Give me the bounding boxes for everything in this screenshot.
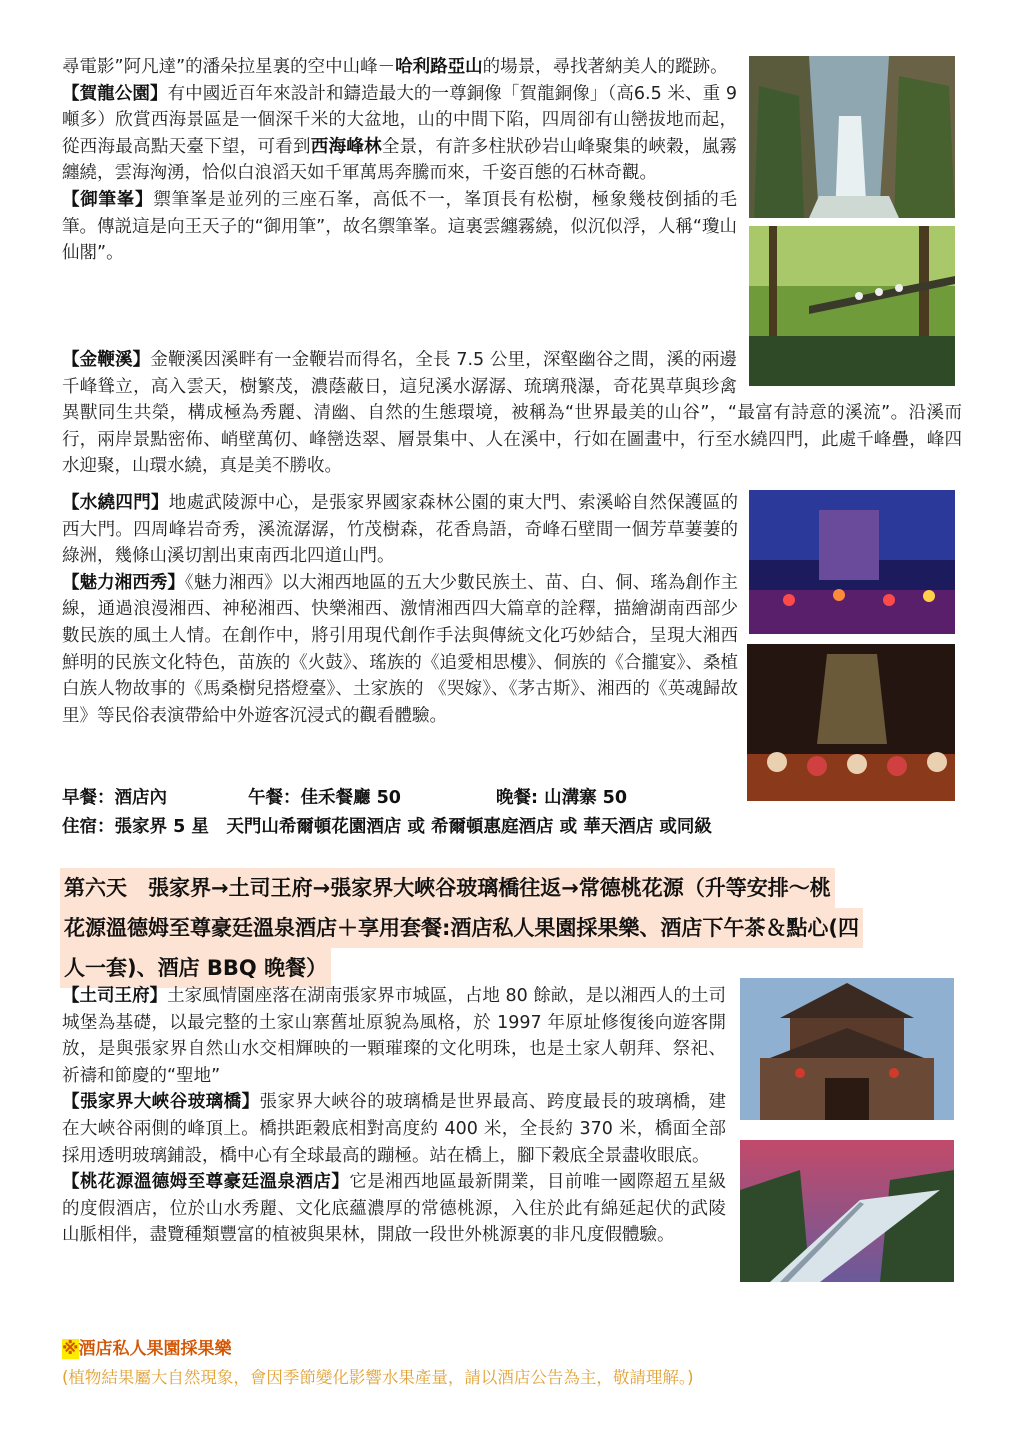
shuirao-paragraph: 【水繞四門】地處武陵源中心，是張家界國家森林公園的東大門、索溪峪自然保護區的西大門。四周峰岩奇秀，溪流潺潺，竹茂樹森，花香鳥語，奇峰石壁間一個芳草萋萋的綠洲，幾條山溪切割出東南西北四道山門。 <box>62 493 739 567</box>
wyndham-heading: 【桃花源溫德姆至尊豪廷溫泉酒店】 <box>62 1172 350 1193</box>
breakfast-line: 早餐：酒店內 <box>62 788 167 808</box>
glass-heading: 【張家界大峽谷玻璃橋】 <box>62 1092 260 1113</box>
lunch-line: 午餐：佳禾餐廳 50 <box>248 788 401 808</box>
jinbian-heading: 【金鞭溪】 <box>62 350 151 370</box>
section1-text-bottom <box>62 490 738 729</box>
forest-bridge-photo <box>749 226 955 386</box>
section1-text-top <box>62 54 737 267</box>
orchard-note: (植物結果屬大自然現象，會因季節變化影響水果產量，請以酒店公告為主，敬請理解。) <box>62 1368 694 1387</box>
glass-bridge-photo <box>740 1140 954 1282</box>
wyndham-paragraph: 【桃花源溫德姆至尊豪廷溫泉酒店】它是湘西地區最新開業，目前唯一國際超五星級的度假酒店，位於山水秀麗、文化底蘊濃厚的常德桃源，入住於此有綿延起伏的武陵山脈相伴，盡覽種類豐富的植被與果林，開啟一段世外桃源裏的非凡度假體驗。 <box>62 1172 727 1246</box>
tusi-paragraph: 【土司王府】土家風情園座落在湖南張家界市城區，占地 80 餘畝，是以湘西人的土司城堡為基礎，以最完整的土家山寨舊址原貌為風格，於 1997 年原址修復後向遊客開放，是與張家界自然山水交相輝映的一顆璀璨的文化明珠，也是土家人朝拜、祭祀、祈禱和節慶的“聖地” <box>62 986 726 1086</box>
hotel-line: 住宿：張家界 5 星 天門山希爾頓花園酒店 或 希爾頓惠庭酒店 或 華天酒店 或同級 <box>62 817 712 837</box>
meili-paragraph: 【魅力湘西秀】《魅力湘西》以大湘西地區的五大少數民族土、苗、白、侗、瑤為創作主線，通過浪漫湘西、神秘湘西、快樂湘西、激情湘西四大篇章的詮釋，描繪湖南西部少數民族的風土人情。在創作中，將引用現代創作手法與傳統文化巧妙結合，呈現大湘西鮮明的民族文化特色，苗族的《火鼓》、瑤族的《追愛相思樓》、侗族的《合攏宴》、桑植白族人物故事的《馬桑樹兒搭燈臺》、土家族的 《哭嫁》、《茅古斯》、湘西的《英魂歸故里》等民俗表演帶給中外遊客沉浸式的觀看體驗。 <box>62 572 739 726</box>
helong-paragraph: 【賀龍公園】有中國近百年來設計和鑄造最大的一尊銅像「賀龍銅像」（高6.5 米、重 9 噸多）欣賞西海景區是一個深千米的大盆地，山的中間下陷，四周卻有山巒拔地而起，從西海最高點天臺下望，可看到西海峰林全景，有許多柱狀砂岩山峰聚集的峽穀，嵐霧纏繞，雲海洶湧，恰似白浪滔天如千軍萬馬奔騰而來，千姿百態的石林奇觀。 <box>62 83 738 184</box>
day6-title-line2: 花源溫德姆至尊豪廷溫泉酒店＋享用套餐:酒店私人果園採果樂、酒店下午茶＆點心(四 <box>60 908 863 948</box>
tusi-palace-photo <box>740 978 954 1120</box>
jinbian-paragraph: 【金鞭溪】金鞭溪因溪畔有一金鞭岩而得名，全長 7.5 公里，深壑幽谷之間，溪的兩邊千峰聳立，高入雲天，樹繁茂，濃蔭蔽日，這兒溪水潺潺、琉璃飛瀑，奇花異草與珍禽異獸同生共榮，構成極為秀麗、清幽、自然的生態環境，被稱為“世界最美的山谷”，“最富有詩意的溪流”。沿溪而行，兩岸景點密佈、峭壁萬仞、峰巒迭翠、層景集中、人在溪中，行如在圖畫中，行至水繞四門，此處千峰疊，峰四水迎聚，山環水繞，真是美不勝收。 <box>62 350 962 477</box>
yubi-paragraph: 【御筆峯】禦筆峯是並列的三座石峯，高低不一，峯頂長有松樹，極象幾枝倒插的毛筆。傳説這是向王天子的“御用筆”，故名禦筆峯。這裏雲纏霧繞，似沉似浮，人稱“瓊山仙閣”。 <box>62 189 738 264</box>
waterfall-cliff-photo <box>749 56 955 218</box>
stage-show-photo <box>749 490 955 634</box>
dinner-line: 晚餐: 山溝寨 50 <box>496 788 628 808</box>
day6-title-line3: 人一套)、酒店 BBQ 晚餐） <box>60 948 331 988</box>
intro-paragraph: 尋電影”阿凡達”的潘朵拉星裏的空中山峰－哈利路亞山的場景，尋找著納美人的蹤跡。 <box>62 57 728 77</box>
yubi-heading: 【御筆峯】 <box>62 189 154 210</box>
day6-text <box>62 983 726 1249</box>
glass-paragraph: 【張家界大峽谷玻璃橋】張家界大峽谷的玻璃橋是世界最高、跨度最長的玻璃橋，建在大峽谷兩側的峰頂上。橋拱距穀底相對高度約 400 米，全長約 370 米，橋面全部採用透明玻璃鋪設，橋中心有全球最高的蹦極。站在橋上，腳下穀底全景盡收眼底。 <box>62 1092 727 1166</box>
performers-photo <box>747 644 955 801</box>
meili-heading: 【魅力湘西秀】 <box>62 572 185 593</box>
shuirao-heading: 【水繞四門】 <box>62 493 169 513</box>
day6-title-line1: 第六天 張家界→土司王府→張家界大峽谷玻璃橋往返→常德桃花源（升等安排～桃 <box>60 868 835 908</box>
day6-title <box>60 868 962 988</box>
tusi-heading: 【土司王府】 <box>62 986 168 1006</box>
orchard-note-title: ※酒店私人果園採果樂 <box>62 1339 232 1359</box>
helong-heading: 【賀龍公園】 <box>62 83 168 104</box>
